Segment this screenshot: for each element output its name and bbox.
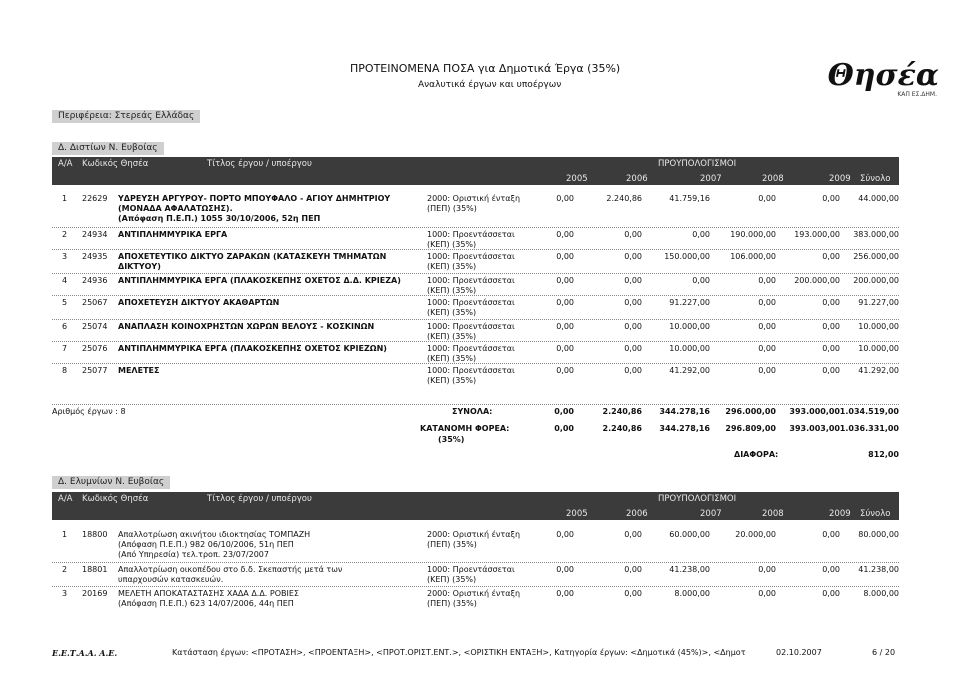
col-year-2006: 2006 (626, 174, 648, 184)
row-value-col-5: 91.227,00 (858, 298, 899, 307)
row-status-line: 1000: Προεντάσσεται (427, 322, 515, 331)
row-number: 7 (62, 344, 68, 353)
row-value-col-3: 0,00 (758, 194, 776, 203)
logo-text: Θησέα (827, 58, 939, 93)
row-status-line: (ΚΕΠ) (35%) (427, 308, 477, 317)
col-year-2007: 2007 (700, 174, 722, 184)
row-value-col-1: 0,00 (624, 530, 642, 539)
total-2009: 393.000,00 (789, 407, 840, 416)
row-value-col-1: 0,00 (624, 366, 642, 375)
row-separator (52, 562, 899, 563)
row-value-col-1: 0,00 (624, 230, 642, 239)
row-value-col-1: 0,00 (624, 276, 642, 285)
row-value-col-1: 0,00 (624, 565, 642, 574)
row-status-line: (ΠΕΠ) (35%) (427, 599, 477, 608)
municipality-label-1: Δ. Διστίων Ν. Ευβοίας (52, 142, 164, 155)
row-status-line: 1000: Προεντάσσεται (427, 276, 515, 285)
row-value-col-0: 0,00 (556, 565, 574, 574)
totals-label: ΣΥΝΟΛΑ: (452, 407, 493, 416)
row-value-col-3: 190.000,00 (730, 230, 776, 239)
alloc-2009: 393.003,00 (789, 424, 840, 433)
row-number: 1 (62, 194, 68, 203)
municipality-label-2: Δ. Ελυμνίων Ν. Ευβοίας (52, 476, 170, 489)
alloc-2007: 344.278,16 (659, 424, 710, 433)
col-project: Τίτλος έργου / υποέργου (207, 494, 312, 504)
row-value-col-3: 0,00 (758, 344, 776, 353)
col-project: Τίτλος έργου / υποέργου (207, 159, 312, 169)
row-value-col-5: 200.000,00 (853, 276, 899, 285)
row-value-col-3: 0,00 (758, 298, 776, 307)
col-budget: ΠΡΟΥΠΟΛΟΓΙΣΜΟΙ (658, 494, 737, 504)
row-status-line: (ΠΕΠ) (35%) (427, 204, 477, 213)
row-status-line: (ΚΕΠ) (35%) (427, 262, 477, 271)
logo-tagline: ΚΑΠ ΕΣ.ΔΗΜ. (897, 91, 937, 98)
row-value-col-5: 41.292,00 (858, 366, 899, 375)
row-number: 4 (62, 276, 68, 285)
row-title-line: (Απόφαση Π.Ε.Π.) 623 14/07/2006, 44η ΠΕΠ (118, 599, 294, 608)
row-title-line: ΑΝΤΙΠΛΗΜΜΥΡΙΚΑ ΕΡΓΑ (ΠΛΑΚΟΣΚΕΠΗΣ ΟΧΕΤΟΣ ΚΡΙΕΖΩΝ) (118, 344, 387, 353)
col-total: Σύνολο (860, 509, 891, 519)
row-value-col-2: 41.238,00 (669, 565, 710, 574)
table-header-2 (52, 492, 899, 520)
col-year-2008: 2008 (762, 174, 784, 184)
col-code: Κωδικός Θησέα (82, 494, 149, 504)
row-status-line: 2000: Οριστική ένταξη (427, 530, 521, 539)
row-status-line: 2000: Οριστική ένταξη (427, 194, 521, 203)
row-title-line: ΥΔΡΕΥΣΗ ΑΡΓΥΡΟΥ- ΠΟΡΤΟ ΜΠΟΥΦΑΛΟ - ΑΓΙΟΥ ΔΗΜΗΤΡΙΟΥ (118, 194, 391, 203)
row-number: 8 (62, 366, 68, 375)
row-value-col-4: 0,00 (822, 565, 840, 574)
row-value-col-3: 0,00 (758, 589, 776, 598)
row-status-line: 2000: Οριστική ένταξη (427, 589, 521, 598)
thisea-logo (819, 58, 939, 104)
col-year-2005: 2005 (566, 509, 588, 519)
row-title-line: (Απόφαση Π.Ε.Π.) 982 06/10/2006, 51η ΠΕΠ (118, 540, 294, 549)
row-value-col-0: 0,00 (556, 530, 574, 539)
row-separator (52, 227, 899, 228)
row-value-col-0: 0,00 (556, 194, 574, 203)
row-value-col-1: 0,00 (624, 344, 642, 353)
total-2008: 296.000,00 (725, 407, 776, 416)
row-title-line: Απαλλοτρίωση οικοπέδου στο δ.δ. Σκεπαστής μετά των (118, 565, 343, 574)
row-status-line: (ΠΕΠ) (35%) (427, 540, 477, 549)
row-code: 18801 (82, 565, 108, 574)
col-year-2008: 2008 (762, 509, 784, 519)
row-value-col-0: 0,00 (556, 589, 574, 598)
row-status-line: (ΚΕΠ) (35%) (427, 354, 477, 363)
row-title-line: ΑΠΟΧΕΤΕΥΣΗ ΔΙΚΤΥΟΥ ΑΚΑΘΑΡΤΩΝ (118, 298, 280, 307)
row-value-col-3: 0,00 (758, 322, 776, 331)
row-title-line: ΑΝΑΠΛΑΣΗ ΚΟΙΝΟΧΡΗΣΤΩΝ ΧΩΡΩΝ ΒΕΛΟΥΣ - ΚΟΣΚΙΝΩΝ (118, 322, 375, 331)
row-number: 1 (62, 530, 68, 539)
row-value-col-4: 0,00 (822, 322, 840, 331)
difference-label: ΔΙΑΦΟΡΑ: (734, 450, 779, 459)
row-separator (52, 249, 899, 250)
row-value-col-4: 0,00 (822, 366, 840, 375)
row-code: 25077 (82, 366, 108, 375)
row-code: 24936 (82, 276, 108, 285)
row-title-line: υπαρχουσών κατασκευών. (118, 575, 224, 584)
row-number: 5 (62, 298, 68, 307)
totals-separator (52, 404, 899, 405)
footer-legend: Κατάσταση έργων: <ΠΡΟΤΑΣΗ>, <ΠΡΟΕΝΤΑΞΗ>, <ΠΡΟΤ.ΟΡΙΣΤ.ΕΝΤ.>, <ΟΡΙΣΤΙΚΗ ΕΝΤΑΞΗ>, Κατηγορία έργων: <Δημοτικά (45%)>, <Δημοτ (172, 648, 746, 657)
row-separator (52, 295, 899, 296)
row-value-col-0: 0,00 (556, 322, 574, 331)
allocation-label-2: (35%) (438, 435, 465, 444)
row-value-col-4: 200.000,00 (794, 276, 840, 285)
row-number: 6 (62, 322, 68, 331)
row-value-col-5: 44.000,00 (858, 194, 899, 203)
row-code: 24935 (82, 252, 108, 261)
allocation-label-1: ΚΑΤΑΝΟΜΗ ΦΟΡΕΑ: (420, 424, 510, 433)
row-value-col-2: 91.227,00 (669, 298, 710, 307)
row-status-line: 1000: Προεντάσσεται (427, 230, 515, 239)
row-value-col-5: 80.000,00 (858, 530, 899, 539)
row-value-col-3: 0,00 (758, 276, 776, 285)
row-status-line: (ΚΕΠ) (35%) (427, 376, 477, 385)
row-value-col-2: 41.292,00 (669, 366, 710, 375)
row-value-col-2: 10.000,00 (669, 344, 710, 353)
row-number: 2 (62, 230, 68, 239)
row-status-line: (ΚΕΠ) (35%) (427, 332, 477, 341)
row-title-line: ΜΕΛΕΤΕΣ (118, 366, 160, 375)
row-value-col-1: 0,00 (624, 252, 642, 261)
footer-date: 02.10.2007 (776, 648, 822, 657)
row-code: 25076 (82, 344, 108, 353)
row-value-col-2: 8.000,00 (674, 589, 710, 598)
row-title-line: ΔΙΚΤΥΟΥ) (118, 262, 161, 271)
row-value-col-2: 150.000,00 (664, 252, 710, 261)
row-value-col-4: 0,00 (822, 589, 840, 598)
row-value-col-0: 0,00 (556, 276, 574, 285)
row-value-col-3: 106.000,00 (730, 252, 776, 261)
col-budget: ΠΡΟΥΠΟΛΟΓΙΣΜΟΙ (658, 159, 737, 169)
project-count: Αριθμός έργων : 8 (52, 407, 126, 416)
row-value-col-5: 8.000,00 (863, 589, 899, 598)
row-value-col-1: 0,00 (624, 589, 642, 598)
row-number: 3 (62, 589, 68, 598)
row-status-line: 1000: Προεντάσσεται (427, 298, 515, 307)
col-total: Σύνολο (860, 174, 891, 184)
row-separator (52, 586, 899, 587)
col-year-2009: 2009 (829, 509, 851, 519)
row-separator (52, 319, 899, 320)
total-2007: 344.278,16 (659, 407, 710, 416)
row-code: 25067 (82, 298, 108, 307)
row-number: 3 (62, 252, 68, 261)
row-title-line: (Από Υπηρεσία) τελ.τροπ. 23/07/2007 (118, 550, 269, 559)
row-code: 22629 (82, 194, 108, 203)
report-title: ΠΡΟΤΕΙΝΟΜΕΝΑ ΠΟΣΑ για Δημοτικά Έργα (35%) (350, 62, 621, 75)
row-value-col-0: 0,00 (556, 230, 574, 239)
footer-org: Ε.Ε.Τ.Α.Α. Α.Ε. (52, 648, 118, 658)
row-value-col-1: 0,00 (624, 322, 642, 331)
row-value-col-4: 0,00 (822, 298, 840, 307)
row-value-col-3: 0,00 (758, 366, 776, 375)
col-year-2005: 2005 (566, 174, 588, 184)
difference-value: 812,00 (868, 450, 899, 459)
total-2006: 2.240,86 (602, 407, 642, 416)
row-title-line: ΑΝΤΙΠΛΗΜΜΥΡΙΚΑ ΕΡΓΑ (ΠΛΑΚΟΣΚΕΠΗΣ ΟΧΕΤΟΣ Δ.Δ. ΚΡΙΕΖΑ) (118, 276, 401, 285)
row-value-col-5: 10.000,00 (858, 344, 899, 353)
row-value-col-0: 0,00 (556, 366, 574, 375)
row-code: 24934 (82, 230, 108, 239)
alloc-2008: 296.809,00 (725, 424, 776, 433)
row-value-col-4: 0,00 (822, 194, 840, 203)
row-separator (52, 273, 899, 274)
row-value-col-4: 0,00 (822, 344, 840, 353)
row-value-col-5: 10.000,00 (858, 322, 899, 331)
row-value-col-2: 0,00 (692, 276, 710, 285)
row-code: 20169 (82, 589, 108, 598)
alloc-2005: 0,00 (554, 424, 574, 433)
row-value-col-4: 193.000,00 (794, 230, 840, 239)
row-value-col-2: 10.000,00 (669, 322, 710, 331)
row-value-col-2: 0,00 (692, 230, 710, 239)
region-label: Περιφέρεια: Στερεάς Ελλάδας (52, 110, 200, 123)
row-value-col-5: 256.000,00 (853, 252, 899, 261)
row-title-line: Απαλλοτρίωση ακινήτου ιδιοκτησίας ΤΟΜΠΑΖΗ (118, 530, 311, 539)
row-title-line: (ΜΟΝΑΔΑ ΑΦΑΛΑΤΩΣΗΣ). (118, 204, 233, 213)
row-status-line: 1000: Προεντάσσεται (427, 565, 515, 574)
row-value-col-3: 20.000,00 (735, 530, 776, 539)
row-status-line: 1000: Προεντάσσεται (427, 366, 515, 375)
row-title-line: ΑΝΤΙΠΛΗΜΜΥΡΙΚΑ ΕΡΓΑ (118, 230, 228, 239)
col-aa: Α/Α (58, 494, 73, 504)
row-title-line: ΑΠΟΧΕΤΕΥΤΙΚΟ ΔΙΚΤΥΟ ΖΑΡΑΚΩΝ (ΚΑΤΑΣΚΕΥΗ ΤΜΗΜΑΤΩΝ (118, 252, 387, 261)
row-value-col-3: 0,00 (758, 565, 776, 574)
row-status-line: (ΚΕΠ) (35%) (427, 575, 477, 584)
alloc-2006: 2.240,86 (602, 424, 642, 433)
row-value-col-5: 41.238,00 (858, 565, 899, 574)
alloc-sum: 1.036.331,00 (839, 424, 899, 433)
row-separator (52, 363, 899, 364)
row-number: 2 (62, 565, 68, 574)
row-value-col-0: 0,00 (556, 252, 574, 261)
table-header-1 (52, 157, 899, 185)
row-value-col-4: 0,00 (822, 252, 840, 261)
row-value-col-1: 0,00 (624, 298, 642, 307)
footer-page: 6 / 20 (872, 648, 896, 657)
row-separator (52, 341, 899, 342)
row-status-line: (ΚΕΠ) (35%) (427, 286, 477, 295)
row-status-line: (ΚΕΠ) (35%) (427, 240, 477, 249)
row-code: 25074 (82, 322, 108, 331)
row-title-line: ΜΕΛΕΤΗ ΑΠΟΚΑΤΑΣΤΑΣΗΣ ΧΑΔΑ Δ.Δ. ΡΟΒΙΕΣ (118, 589, 299, 598)
row-value-col-2: 60.000,00 (669, 530, 710, 539)
row-value-col-0: 0,00 (556, 344, 574, 353)
row-value-col-1: 2.240,86 (606, 194, 642, 203)
row-value-col-2: 41.759,16 (669, 194, 710, 203)
row-value-col-0: 0,00 (556, 298, 574, 307)
col-code: Κωδικός Θησέα (82, 159, 149, 169)
col-year-2006: 2006 (626, 509, 648, 519)
total-2005: 0,00 (554, 407, 574, 416)
col-year-2007: 2007 (700, 509, 722, 519)
row-code: 18800 (82, 530, 108, 539)
row-value-col-4: 0,00 (822, 530, 840, 539)
row-status-line: 1000: Προεντάσσεται (427, 252, 515, 261)
row-status-line: 1000: Προεντάσσεται (427, 344, 515, 353)
total-sum: 1.034.519,00 (839, 407, 899, 416)
col-year-2009: 2009 (829, 174, 851, 184)
row-title-line: (Απόφαση Π.Ε.Π.) 1055 30/10/2006, 52η ΠΕΠ (118, 214, 321, 223)
col-aa: Α/Α (58, 159, 73, 169)
report-subtitle: Αναλυτικά έργων και υποέργων (418, 80, 562, 90)
row-value-col-5: 383.000,00 (853, 230, 899, 239)
